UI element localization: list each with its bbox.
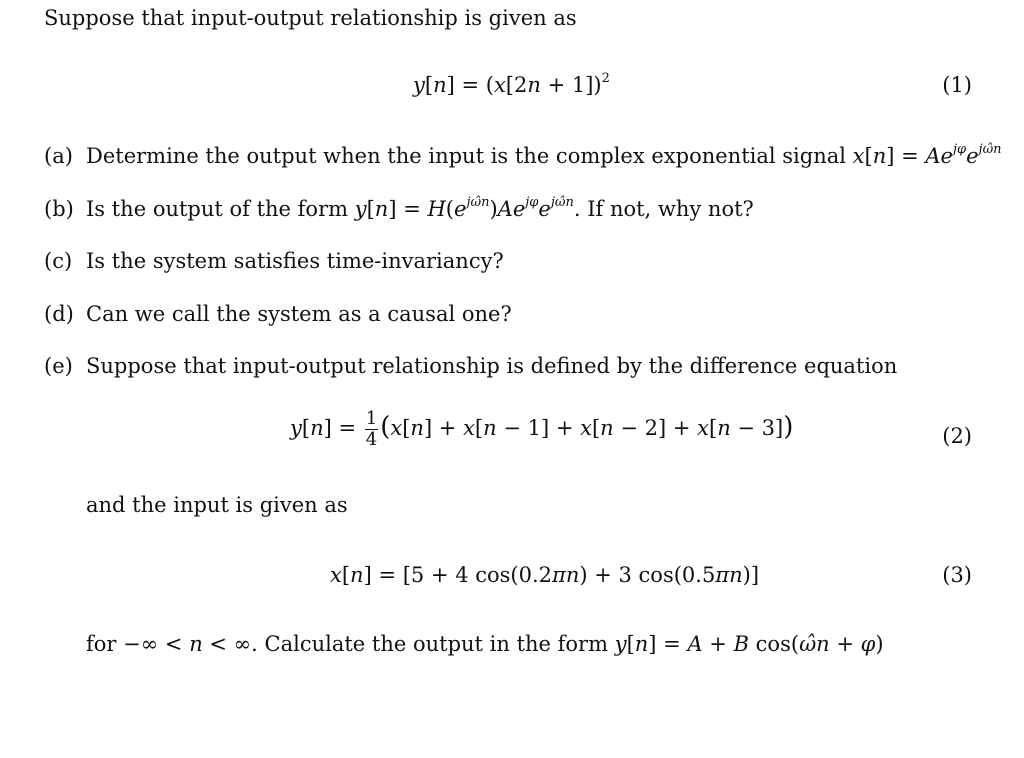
part-e <box>44 354 897 378</box>
part-d-text: Can we call the system as a causal one? <box>86 302 512 326</box>
input-intro-text: and the input is given as <box>86 493 348 517</box>
final-line: for −∞ < n < ∞. Calculate the output in the form y[n] = A + B cos(ω̂n + φ) <box>86 632 884 656</box>
equation-1-number: (1) <box>942 73 972 97</box>
part-b: (b) Is the output of the form $y[n] = H(e^{j\omegân})Ae^{j\varphi}e^{j\omegân}$. If not, why not? <box>44 195 754 221</box>
part-b-text-after: . If not, why not? <box>573 197 754 221</box>
final-text-for: for <box>86 632 117 656</box>
part-c-text: Is the system satisfies time-invariancy? <box>86 249 504 273</box>
part-d <box>44 302 512 326</box>
final-text-calc: . Calculate the output in the form <box>251 632 608 656</box>
equation-2: y[n] = $\frac{1}{4}$ (x[n] + x[n − 1] + x[n − 2] + x[n − 3]) <box>290 408 794 450</box>
equation-3-number: (3) <box>942 563 972 587</box>
equation-3: x[n] = [5 + 4 cos(0.2πn) + 3 cos(0.5πn)] <box>330 563 760 587</box>
part-c <box>44 249 504 273</box>
intro-text: Suppose that input-output relationship is given as <box>44 6 577 30</box>
part-d-label: (d) <box>44 302 74 326</box>
part-b-text-before: Is the output of the form <box>86 197 349 221</box>
part-c-label: (c) <box>44 249 73 273</box>
part-a: (a) Determine the output when the input is the complex exponential signal $x[n] = Ae^{j\varphi}e^{j\omegân}$ <box>44 142 1002 168</box>
equation-2-number: (2) <box>942 424 972 448</box>
part-a-label: (a) <box>44 144 73 168</box>
part-b-label: (b) <box>44 197 74 221</box>
equation-1: $y[n] = (x[2n + 1])^2$ <box>413 71 610 97</box>
part-a-text: Determine the output when the input is the complex exponential signal <box>86 144 846 168</box>
part-e-label: (e) <box>44 354 73 378</box>
part-e-text: Suppose that input-output relationship is defined by the difference equation <box>86 354 898 378</box>
